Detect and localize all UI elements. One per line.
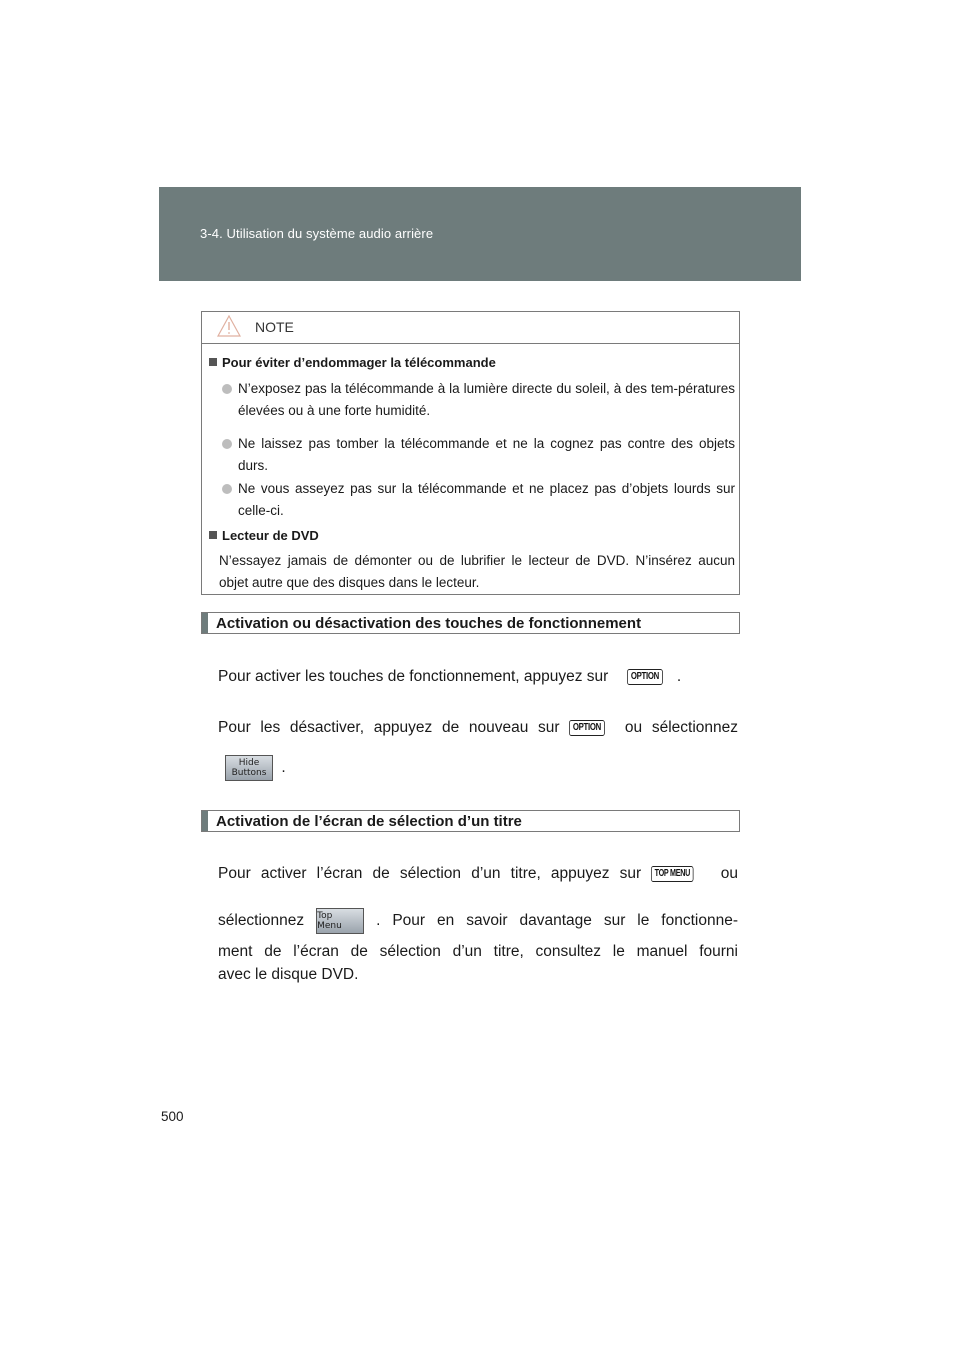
round-bullet-icon xyxy=(222,384,232,394)
note-subheading-dvd xyxy=(209,528,319,543)
option-hardware-button: OPTION xyxy=(627,669,663,685)
section-heading-text: Activation ou désactivation des touches de fonctionnement xyxy=(216,615,642,632)
paragraph-line xyxy=(218,668,681,686)
paragraph-line xyxy=(218,865,738,883)
section-header-title: 3-4. Utilisation du système audio arrière xyxy=(200,226,434,241)
paragraph-line xyxy=(218,907,738,935)
section-heading-title-screen xyxy=(201,810,740,832)
section-heading-text: Activation de l’écran de sélection d’un titre xyxy=(216,813,522,830)
page-number: 500 xyxy=(161,1109,184,1124)
text-span: sélectionnez xyxy=(218,912,305,929)
note-subheading-text: Pour éviter d’endommager la télécommande xyxy=(222,355,496,370)
note-header xyxy=(202,312,739,344)
text-span: . xyxy=(676,668,682,685)
top-menu-touch-button: Top Menu xyxy=(316,908,364,934)
note-subheading-text: Lecteur de DVD xyxy=(222,528,319,543)
heading-accent-bar xyxy=(202,613,208,633)
note-bullet-text: N’exposez pas la télécommande à la lumière directe du soleil, à des tem-pératures élevées ou à une forte humidité. xyxy=(238,381,735,418)
text-span: ou xyxy=(720,865,738,882)
round-bullet-icon xyxy=(222,484,232,494)
note-bullet-text: Ne laissez pas tomber la télécommande et ne la cognez pas contre des objets durs. xyxy=(238,436,735,473)
warning-triangle-icon xyxy=(217,315,241,337)
heading-accent-bar xyxy=(202,811,208,831)
section-heading-buttons xyxy=(201,612,740,634)
square-bullet-icon xyxy=(209,531,217,539)
text-span: . xyxy=(281,759,286,777)
round-bullet-icon xyxy=(222,439,232,449)
note-label: NOTE xyxy=(255,319,294,335)
note-box xyxy=(201,311,740,595)
paragraph-line xyxy=(218,719,738,737)
paragraph-line xyxy=(225,755,286,781)
text-span: ou sélectionnez xyxy=(624,719,738,736)
text-span: Pour les désactiver, appuyez de nouveau sur xyxy=(218,719,560,736)
hide-buttons-touch-button: Hide Buttons xyxy=(225,755,273,781)
note-bullet xyxy=(222,378,735,422)
square-bullet-icon xyxy=(209,358,217,366)
note-subheading-remote xyxy=(209,355,496,370)
text-span: Pour activer l’écran de sélection d’un titre, appuyez sur xyxy=(218,865,642,882)
note-paragraph: N’essayez jamais de démonter ou de lubrifier le lecteur de DVD. N’insérez aucun objet autre que des disques dans le lecteur. xyxy=(219,553,735,590)
text-span: Pour activer les touches de fonctionnement, appuyez sur xyxy=(218,668,609,685)
note-bullet-text: Ne vous asseyez pas sur la télécommande et ne placez pas d’objets lourds sur celle-ci. xyxy=(238,481,735,518)
paragraph-line: avec le disque DVD. xyxy=(218,966,359,983)
text-span: . Pour en savoir davantage sur le fonctionne- xyxy=(376,912,739,929)
note-bullet xyxy=(222,478,735,522)
paragraph-line: ment de l’écran de sélection d’un titre, consultez le manuel fourni xyxy=(218,943,738,960)
top-menu-hardware-button: TOP MENU xyxy=(651,866,694,882)
option-hardware-button: OPTION xyxy=(569,720,605,736)
note-bullet xyxy=(222,433,735,477)
